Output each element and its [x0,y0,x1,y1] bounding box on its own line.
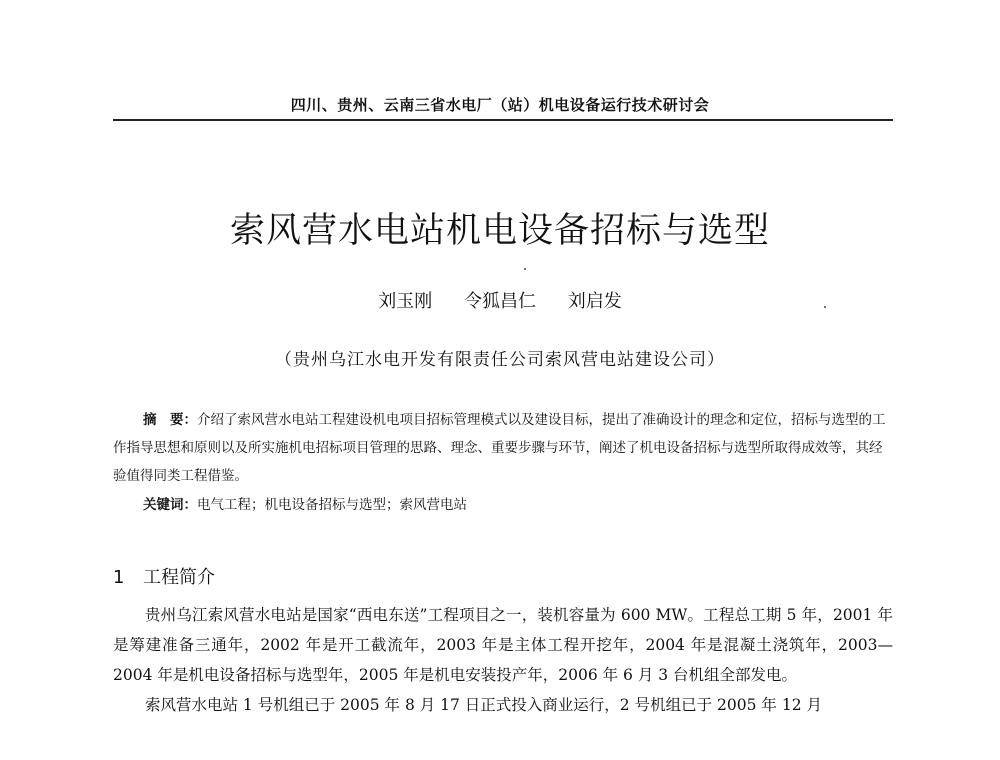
keywords-text: 电气工程；机电设备招标与选型；索风营电站 [197,497,467,513]
paragraph: 索风营水电站 1 号机组已于 2005 年 8 月 17 日正式投入商业运行，2 号机组已于 2005 年 12 月 [145,696,822,714]
header-rule [113,119,893,121]
body-text [113,600,893,720]
running-header: 四川、贵州、云南三省水电厂（站）机电设备运行技术研讨会 [290,96,710,114]
affiliation: （贵州乌江水电开发有限责任公司索风营电站建设公司） [275,350,725,370]
abstract-label: 摘 要： [143,412,197,428]
authors: 刘玉刚 令狐昌仁 刘启发 [378,291,622,312]
abstract-text: 介绍了索风营水电站工程建设机电项目招标管理模式以及建设目标，提出了准确设计的理念和定位，招标与选型的工作指导思想和原则以及所实施机电招标项目管理的思路、理念、重要步骤与环节，阐述了机电设备招标与选型所取得成效等，其经验值得同类工程借鉴。 [113,412,886,484]
section-number: 1 [113,567,125,588]
paper-title: 索风营水电站机电设备招标与选型 [229,211,770,251]
paragraph: 贵州乌江索风营水电站是国家“西电东送”工程项目之一，装机容量为 600 MW。工程总工期 5 年，2001 年是筹建准备三通年，2002 年是开工截流年，2003 年是主体工程开挖年，2004 年是混凝土浇筑年，2003—2004 年是机电设备招标与选型年，2005 年是机电安装投产年，2006 年 6 月 3 台机组全部发电。 [113,606,893,684]
scan-speck [524,268,526,270]
keywords-label: 关键词： [143,497,197,513]
abstract [113,406,893,490]
section-heading [113,563,215,589]
keywords [143,491,883,519]
section-title: 工程简介 [143,567,215,588]
scan-speck [824,306,826,308]
